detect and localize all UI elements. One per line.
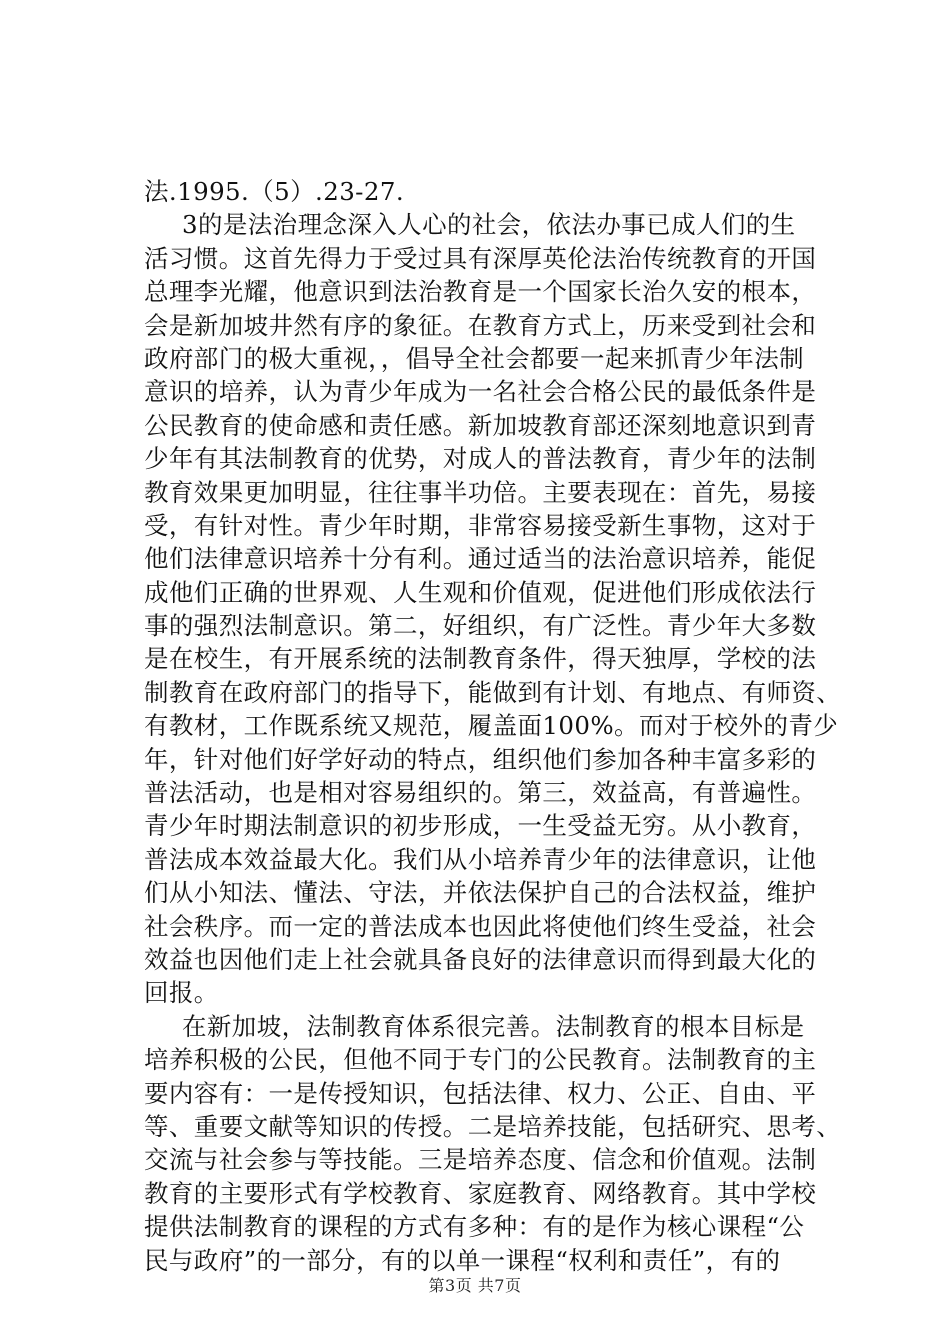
- text-line: 成他们正确的世界观、人生观和价值观，促进他们形成依法行: [144, 577, 817, 607]
- text-line: 是在校生，有开展系统的法制教育条件，得天独厚，学校的法: [144, 644, 817, 674]
- text-line: 政府部门的极大重视，，倡导全社会都要一起来抓青少年法制: [144, 343, 805, 373]
- text-line: 效益也因他们走上社会就具备良好的法律意识而得到最大化的: [144, 944, 817, 974]
- text-line: 青少年时期法制意识的初步形成，一生受益无穷。从小教育，: [144, 811, 817, 841]
- text-line: 事的强烈法制意识。第二，好组织，有广泛性。青少年大多数: [144, 611, 817, 641]
- text-line: 制教育在政府部门的指导下，能做到有计划、有地点、有师资、: [144, 677, 842, 707]
- text-line: 普法活动，也是相对容易组织的。第三，效益高，有普遍性。: [144, 778, 817, 808]
- text-line: 等、重要文献等知识的传授。二是培养技能，包括研究、思考、: [144, 1111, 842, 1141]
- text-line: 总理李光耀，他意识到法治教育是一个国家长治久安的根本，: [144, 277, 817, 307]
- text-line: 提供法制教育的课程的方式有多种：有的是作为核心课程“公: [144, 1212, 805, 1242]
- text-line: 们从小知法、懂法、守法，并依法保护自己的合法权益，维护: [144, 878, 817, 908]
- text-line: 有教材，工作既系统又规范，履盖面100%。而对于校外的青少: [144, 711, 839, 741]
- text-line: 他们法律意识培养十分有利。通过适当的法治意识培养，能促: [144, 544, 817, 574]
- text-line: 公民教育的使命感和责任感。新加坡教育部还深刻地意识到青: [144, 410, 817, 440]
- page-footer: 第3页 共7页: [428, 1276, 522, 1295]
- text-line: 意识的培养，认为青少年成为一名社会合格公民的最低条件是: [144, 377, 817, 407]
- text-line: 受，有针对性。青少年时期，非常容易接受新生事物，这对于: [144, 510, 817, 540]
- text-line: 教育效果更加明显，往往事半功倍。主要表现在：首先，易接: [144, 477, 817, 507]
- text-line: 法.1995.（5）.23-27.: [144, 177, 405, 206]
- text-line: 年，针对他们好学好动的特点，组织他们参加各种丰富多彩的: [144, 744, 817, 774]
- text-line: 普法成本效益最大化。我们从小培养青少年的法律意识，让他: [144, 844, 817, 874]
- text-line: 会是新加坡井然有序的象征。在教育方式上，历来受到社会和: [144, 310, 817, 340]
- text-line: 交流与社会参与等技能。三是培养态度、信念和价值观。法制: [144, 1145, 817, 1175]
- text-line: 培养积极的公民，但他不同于专门的公民教育。法制教育的主: [144, 1045, 817, 1075]
- paragraph-first-line: 在新加坡，法制教育体系很完善。法制教育的根本目标是: [182, 1011, 805, 1041]
- document-body: [144, 175, 842, 1277]
- text-line: 活习惯。这首先得力于受过具有深厚英伦法治传统教育的开国: [144, 243, 817, 273]
- text-line: 教育的主要形式有学校教育、家庭教育、网络教育。其中学校: [144, 1178, 817, 1208]
- text-line: 民与政府”的一部分，有的以单一课程“权利和责任”，有的: [144, 1245, 781, 1275]
- text-line: 社会秩序。而一定的普法成本也因此将使他们终生受益，社会: [144, 911, 817, 941]
- text-line: 回报。: [144, 978, 219, 1008]
- paragraph-first-line: 3的是法治理念深入人心的社会，依法办事已成人们的生: [182, 210, 796, 240]
- text-line: 少年有其法制教育的优势，对成人的普法教育，青少年的法制: [144, 444, 817, 474]
- text-line: 要内容有：一是传授知识，包括法律、权力、公正、自由、平: [144, 1078, 817, 1108]
